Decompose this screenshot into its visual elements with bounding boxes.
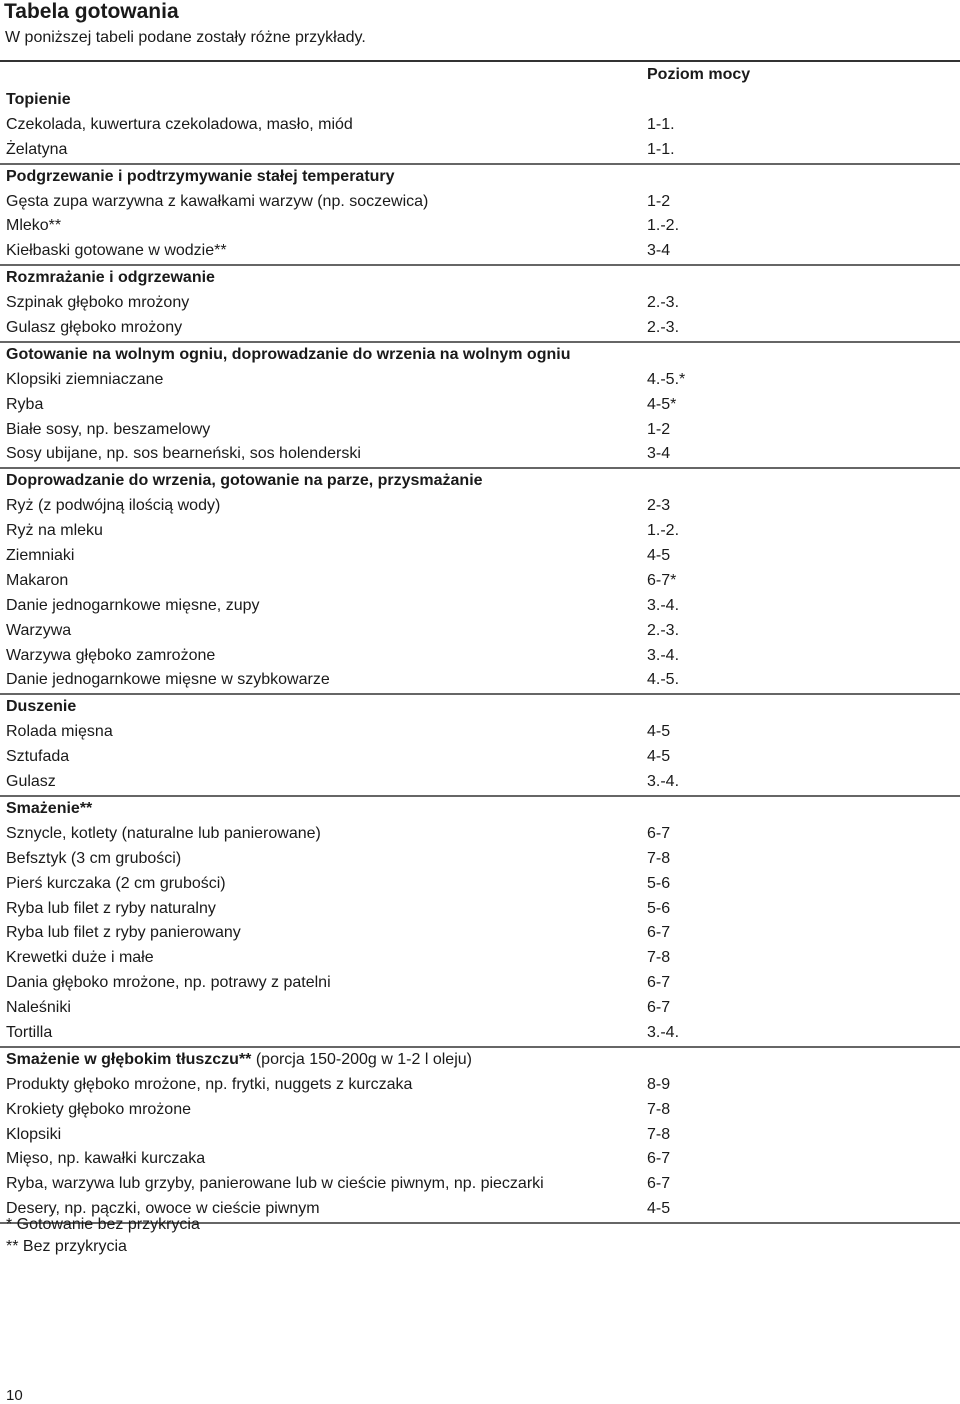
table-row xyxy=(0,847,960,872)
section-heading-row xyxy=(0,88,960,113)
power-level-value: 7-8 xyxy=(647,1100,671,1118)
section-heading-text: Podgrzewanie i podtrzymywanie stałej temperatury xyxy=(6,167,395,185)
table-row xyxy=(0,138,960,163)
power-level-value: 1-2 xyxy=(647,420,671,438)
section-heading xyxy=(6,797,92,822)
dish-label: Gulasz głęboko mrożony xyxy=(6,319,183,337)
dish-label: Pierś kurczaka (2 cm grubości) xyxy=(6,874,226,892)
power-level-value: 2.-3. xyxy=(647,319,680,337)
power-level-value: 6-7 xyxy=(647,824,671,842)
dish-label: Sztufada xyxy=(6,748,70,766)
section-heading-text: Duszenie xyxy=(6,698,77,716)
power-level-value: 3.-4. xyxy=(647,646,680,664)
table-row xyxy=(0,594,960,619)
dish-label: Danie jednogarnkowe mięsne w szybkowarze xyxy=(6,671,330,689)
section-heading-row xyxy=(0,1048,960,1073)
table-section xyxy=(0,797,960,1048)
dish-label: Sznycle, kotlety (naturalne lub panierowane) xyxy=(6,824,321,842)
dish-label: Danie jednogarnkowe mięsne, zupy xyxy=(6,596,260,614)
section-heading xyxy=(6,165,395,190)
section-heading-text: Doprowadzanie do wrzenia, gotowanie na parze, przysmażanie xyxy=(6,472,483,490)
table-row xyxy=(0,1098,960,1123)
table-row xyxy=(0,619,960,644)
section-heading-row xyxy=(0,469,960,494)
dish-label: Ryba lub filet z ryby naturalny xyxy=(6,899,216,917)
dish-label: Żelatyna xyxy=(6,140,68,158)
power-level-value: 7-8 xyxy=(647,949,671,967)
page-subtitle: W poniższej tabeli podane zostały różne przykłady. xyxy=(5,29,366,46)
column-header-power-level: Poziom mocy xyxy=(647,66,751,83)
table-row xyxy=(0,291,960,316)
power-level-value: 2.-3. xyxy=(647,621,680,639)
dish-label: Dania głęboko mrożone, np. potrawy z patelni xyxy=(6,974,331,992)
table-row xyxy=(0,946,960,971)
power-level-value: 6-7 xyxy=(647,1150,671,1168)
section-heading xyxy=(6,343,570,368)
power-level-value: 4-5* xyxy=(647,395,677,413)
power-level-value: 4-5 xyxy=(647,748,671,766)
dish-label: Naleśniki xyxy=(6,999,71,1017)
table-row xyxy=(0,1123,960,1148)
dish-label: Gulasz xyxy=(6,773,56,791)
dish-label: Makaron xyxy=(6,571,69,589)
table-section xyxy=(0,88,960,165)
table-row xyxy=(0,214,960,239)
dish-label: Klopsiki ziemniaczane xyxy=(6,370,164,388)
table-row xyxy=(0,872,960,897)
power-level-value: 4-5 xyxy=(647,1200,671,1218)
power-level-value: 2-3 xyxy=(647,497,671,515)
table-row xyxy=(0,393,960,418)
dish-label: Ryba xyxy=(6,395,44,413)
power-level-value: 5-6 xyxy=(647,874,671,892)
table-section xyxy=(0,469,960,695)
dish-label: Mięso, np. kawałki kurczaka xyxy=(6,1150,206,1168)
dish-label: Mleko** xyxy=(6,217,62,235)
table-section xyxy=(0,695,960,797)
table-row xyxy=(0,996,960,1021)
section-heading xyxy=(6,469,483,494)
dish-label: Czekolada, kuwertura czekoladowa, masło, miód xyxy=(6,115,353,133)
section-heading-text: Smażenie w głębokim tłuszczu** xyxy=(6,1050,252,1068)
table-row xyxy=(0,1073,960,1098)
footnote: * Gotowanie bez przykrycia xyxy=(6,1216,200,1233)
power-level-value: 4-5 xyxy=(647,723,671,741)
power-level-value: 8-9 xyxy=(647,1075,671,1093)
power-level-value: 7-8 xyxy=(647,1125,671,1143)
table-row xyxy=(0,1147,960,1172)
dish-label: Produkty głęboko mrożone, np. frytki, nuggets z kurczaka xyxy=(6,1075,413,1093)
table-row xyxy=(0,442,960,467)
dish-label: Sosy ubijane, np. sos bearneński, sos holenderski xyxy=(6,445,361,463)
dish-label: Rolada mięsna xyxy=(6,723,113,741)
table-row xyxy=(0,190,960,215)
section-heading-row xyxy=(0,165,960,190)
table-header xyxy=(0,62,960,88)
dish-label: Krokiety głęboko mrożone xyxy=(6,1100,191,1118)
power-level-value: 3.-4. xyxy=(647,596,680,614)
section-heading-row xyxy=(0,695,960,720)
power-level-value: 4.-5.* xyxy=(647,370,686,388)
power-level-value: 3.-4. xyxy=(647,773,680,791)
dish-label: Białe sosy, np. beszamelowy xyxy=(6,420,211,438)
power-level-value: 6-7 xyxy=(647,999,671,1017)
table-row xyxy=(0,113,960,138)
dish-label: Klopsiki xyxy=(6,1125,62,1143)
power-level-value: 6-7 xyxy=(647,974,671,992)
table-row xyxy=(0,644,960,669)
footnotes xyxy=(6,1214,200,1257)
power-level-value: 5-6 xyxy=(647,899,671,917)
dish-label: Desery, np. pączki, owoce w cieście piwnym xyxy=(6,1200,320,1218)
dish-label: Ryż (z podwójną ilością wody) xyxy=(6,497,221,515)
dish-label: Ryż na mleku xyxy=(6,522,103,540)
section-heading-text: Gotowanie na wolnym ogniu, doprowadzanie do wrzenia na wolnym ogniu xyxy=(6,345,571,363)
power-level-value: 2.-3. xyxy=(647,294,680,312)
table-row xyxy=(0,418,960,443)
section-heading xyxy=(6,88,71,113)
table-row xyxy=(0,544,960,569)
table-row xyxy=(0,494,960,519)
dish-label: Tortilla xyxy=(6,1023,53,1041)
section-heading-row xyxy=(0,797,960,822)
power-level-value: 1-1. xyxy=(647,115,675,133)
power-level-value: 1.-2. xyxy=(647,522,680,540)
dish-label: Ryba lub filet z ryby panierowany xyxy=(6,924,241,942)
power-level-value: 7-8 xyxy=(647,849,671,867)
cooking-table xyxy=(0,60,960,1224)
power-level-value: 3-4 xyxy=(647,242,671,260)
table-row xyxy=(0,745,960,770)
power-level-value: 1-2 xyxy=(647,192,671,210)
dish-label: Warzywa xyxy=(6,621,72,639)
dish-label: Ryba, warzywa lub grzyby, panierowane lub w cieście piwnym, np. pieczarki xyxy=(6,1175,544,1193)
dish-label: Szpinak głęboko mrożony xyxy=(6,294,190,312)
table-section xyxy=(0,165,960,267)
dish-label: Gęsta zupa warzywna z kawałkami warzyw (np. soczewica) xyxy=(6,192,429,210)
footnote: ** Bez przykrycia xyxy=(6,1237,127,1255)
table-row xyxy=(0,1021,960,1046)
power-level-value: 1-1. xyxy=(647,140,675,158)
page-title: Tabela gotowania xyxy=(4,0,179,23)
table-row xyxy=(0,720,960,745)
table-row xyxy=(0,971,960,996)
table-row xyxy=(0,822,960,847)
page-number: 10 xyxy=(6,1387,23,1404)
dish-label: Warzywa głęboko zamrożone xyxy=(6,646,216,664)
table-row xyxy=(0,770,960,795)
table-body xyxy=(0,88,960,1224)
table-row xyxy=(0,1172,960,1197)
table-row xyxy=(0,921,960,946)
section-heading xyxy=(6,695,76,720)
power-level-value: 1.-2. xyxy=(647,217,680,235)
section-heading-row xyxy=(0,266,960,291)
section-heading xyxy=(6,1048,472,1073)
dish-label: Ziemniaki xyxy=(6,547,75,565)
power-level-value: 6-7* xyxy=(647,571,677,589)
dish-label: Krewetki duże i małe xyxy=(6,949,154,967)
table-section xyxy=(0,266,960,343)
dish-label: Kiełbaski gotowane w wodzie** xyxy=(6,242,227,260)
table-row xyxy=(0,368,960,393)
table-section xyxy=(0,1048,960,1224)
section-heading-text: Smażenie** xyxy=(6,799,93,817)
section-heading-text: Rozmrażanie i odgrzewanie xyxy=(6,269,215,287)
power-level-value: 3.-4. xyxy=(647,1023,680,1041)
table-row xyxy=(0,897,960,922)
section-heading xyxy=(6,266,215,291)
table-row xyxy=(0,668,960,693)
section-heading-note: (porcja 150-200g w 1-2 l oleju) xyxy=(251,1050,472,1068)
section-heading-row xyxy=(0,343,960,368)
power-level-value: 4-5 xyxy=(647,547,671,565)
power-level-value: 3-4 xyxy=(647,445,671,463)
table-section xyxy=(0,343,960,469)
power-level-value: 6-7 xyxy=(647,1175,671,1193)
table-row xyxy=(0,239,960,264)
table-row xyxy=(0,519,960,544)
section-heading-text: Topienie xyxy=(6,91,71,108)
table-row xyxy=(0,316,960,341)
power-level-value: 6-7 xyxy=(647,924,671,942)
table-row xyxy=(0,569,960,594)
power-level-value: 4.-5. xyxy=(647,671,680,689)
dish-label: Befsztyk (3 cm grubości) xyxy=(6,849,182,867)
